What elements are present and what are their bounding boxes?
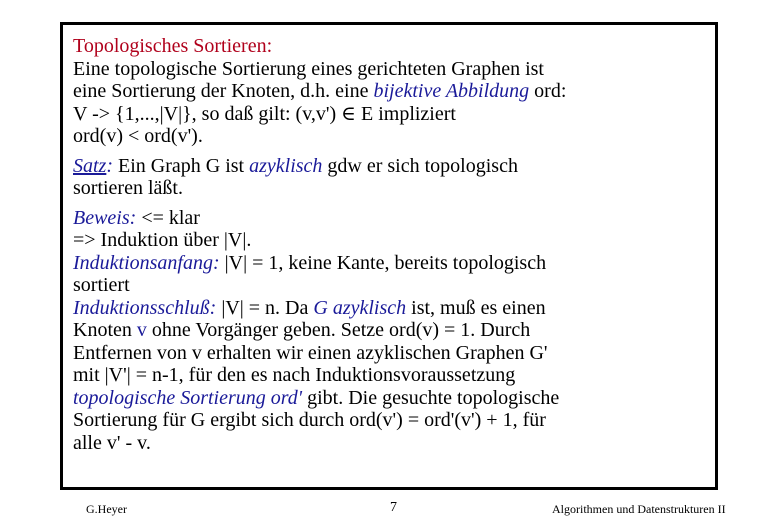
definition-text: eine Sortierung der Knoten, d.h. eine — [73, 80, 374, 102]
induktionsschluss-line: Sortierung für G ergibt sich durch ord(v') = ord'(v') + 1, für — [73, 409, 546, 431]
induktionsschluss-line — [73, 297, 713, 320]
azyklisch-term: azyklisch — [249, 154, 323, 177]
satz-text: Ein Graph G ist — [118, 154, 250, 177]
definition-text: ord: — [529, 80, 567, 102]
satz-line: sortieren läßt. — [73, 177, 183, 199]
beweis-line — [73, 207, 713, 230]
induktionsschluss-text: gibt. Die gesuchte topologische — [302, 386, 560, 409]
definition-line — [73, 80, 713, 103]
slide-title: Topologisches Sortieren: — [73, 35, 273, 57]
g-azyklisch-term: G azyklisch — [313, 296, 407, 319]
induktionsanfang-line — [73, 252, 713, 275]
induktionsanfang-label: Induktionsanfang: — [73, 251, 220, 274]
footer-page-number: 7 — [390, 500, 397, 515]
induktionsanfang-line: sortiert — [73, 274, 130, 296]
induktionsschluss-line — [73, 319, 713, 342]
induktionsschluss-text: ohne Vorgänger geben. Setze ord(v) = 1. Durch — [146, 319, 531, 341]
bijektive-abbildung-term: bijektive Abbildung — [373, 80, 530, 102]
topologische-sortierung-term: topologische Sortierung ord' — [73, 386, 303, 409]
footer-author: G.Heyer — [86, 502, 127, 516]
beweis-label: Beweis: — [73, 206, 137, 229]
beweis-line: => Induktion über |V|. — [73, 229, 252, 251]
satz-label: Satz — [73, 154, 107, 177]
definition-line: ord(v) < ord(v'). — [73, 125, 203, 147]
induktionsschluss-text: ist, muß es einen — [406, 296, 546, 319]
footer-course: Algorithmen und Datenstrukturen II — [552, 502, 726, 516]
satz-text: gdw er sich topologisch — [322, 154, 518, 177]
induktionsschluss-text: Knoten — [73, 319, 137, 341]
knoten-v-term: v — [136, 319, 147, 341]
induktionsschluss-text: |V| = n. Da — [216, 296, 314, 319]
induktionsschluss-line: Entfernen von v erhalten wir einen azyklischen Graphen G' — [73, 341, 548, 364]
beweis-paragraph — [73, 207, 713, 455]
satz-line — [73, 155, 713, 178]
induktionsschluss-line: mit |V'| = n-1, für den es nach Induktionsvoraussetzung — [73, 364, 516, 386]
satz-paragraph — [73, 155, 713, 200]
induktionsschluss-label: Induktionsschluß: — [73, 296, 217, 319]
induktionsschluss-line: alle v' - v. — [73, 431, 151, 454]
definition-line: V -> {1,...,|V|}, so daß gilt: (v,v') ∈ E impliziert — [73, 102, 456, 125]
definition-paragraph — [73, 58, 713, 148]
beweis-text: <= klar — [136, 206, 200, 229]
induktionsschluss-line — [73, 387, 713, 410]
induktionsanfang-text: |V| = 1, keine Kante, bereits topologisch — [219, 251, 547, 274]
definition-line: Eine topologische Sortierung eines gerichteten Graphen ist — [73, 57, 544, 80]
slide-content — [73, 35, 713, 454]
satz-colon: : — [106, 154, 119, 177]
